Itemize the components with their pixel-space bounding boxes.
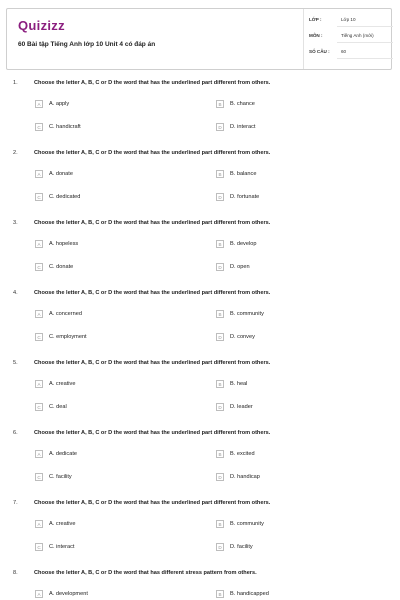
option-text: C. deal xyxy=(49,404,67,410)
option-letter-box[interactable]: C xyxy=(35,193,43,201)
question-number: 8. xyxy=(13,570,18,576)
option-letter-box[interactable]: D xyxy=(216,333,224,341)
option-letter-box[interactable]: D xyxy=(216,123,224,131)
option-letter-box[interactable]: A xyxy=(35,590,43,598)
option-text: A. donate xyxy=(49,171,73,177)
option-text: D. facility xyxy=(230,544,253,550)
option-text: C. dedicated xyxy=(49,194,81,200)
question-number: 5. xyxy=(13,360,18,366)
option-text: B. community xyxy=(230,311,264,317)
header-divider xyxy=(303,9,304,69)
option-text: D. convey xyxy=(230,334,255,340)
question-number: 6. xyxy=(13,430,18,436)
option-text: B. chance xyxy=(230,101,255,107)
question-text: Choose the letter A, B, C or D the word that has the underlined part different from others. xyxy=(34,220,271,226)
meta-underline xyxy=(337,26,393,27)
option-text: B. community xyxy=(230,521,264,527)
meta-class-value: Lớp 10 xyxy=(341,17,356,22)
option-text: D. interact xyxy=(230,124,256,130)
option-letter-box[interactable]: A xyxy=(35,520,43,528)
option-text: B. excited xyxy=(230,451,255,457)
option-letter-box[interactable]: A xyxy=(35,170,43,178)
option-text: A. creative xyxy=(49,381,76,387)
worksheet-header xyxy=(6,8,392,70)
meta-underline xyxy=(337,58,393,59)
option-letter-box[interactable]: A xyxy=(35,100,43,108)
option-letter-box[interactable]: B xyxy=(216,100,224,108)
option-letter-box[interactable]: D xyxy=(216,403,224,411)
option-text: B. heal xyxy=(230,381,248,387)
question-text: Choose the letter A, B, C or D the word that has the underlined part different from others. xyxy=(34,500,271,506)
option-text: A. creative xyxy=(49,521,76,527)
option-letter-box[interactable]: B xyxy=(216,380,224,388)
option-letter-box[interactable]: A xyxy=(35,380,43,388)
option-text: A. concerned xyxy=(49,311,82,317)
option-text: C. handicraft xyxy=(49,124,81,130)
meta-underline xyxy=(337,42,393,43)
option-text: D. leader xyxy=(230,404,253,410)
question-number: 3. xyxy=(13,220,18,226)
option-text: B. balance xyxy=(230,171,257,177)
question-number: 2. xyxy=(13,150,18,156)
meta-count-label: SỐ CÂU : xyxy=(309,49,330,54)
option-text: A. apply xyxy=(49,101,70,107)
question-text: Choose the letter A, B, C or D the word that has the underlined part different from others. xyxy=(34,150,271,156)
question-text: Choose the letter A, B, C or D the word that has different stress pattern from others. xyxy=(34,570,257,576)
option-text: D. open xyxy=(230,264,250,270)
option-letter-box[interactable]: D xyxy=(216,263,224,271)
option-letter-box[interactable]: C xyxy=(35,263,43,271)
question-text: Choose the letter A, B, C or D the word that has the underlined part different from others. xyxy=(34,80,271,86)
meta-count-value: 60 xyxy=(341,49,347,54)
option-text: A. hopeless xyxy=(49,241,79,247)
question-number: 7. xyxy=(13,500,18,506)
option-letter-box[interactable]: A xyxy=(35,240,43,248)
question-text: Choose the letter A, B, C or D the word that has the underlined part different from others. xyxy=(34,360,271,366)
option-text: C. interact xyxy=(49,544,75,550)
option-text: B. develop xyxy=(230,241,257,247)
option-letter-box[interactable]: B xyxy=(216,310,224,318)
meta-subject-label: MÔN : xyxy=(309,33,323,38)
option-text: D. fortunate xyxy=(230,194,260,200)
question-text: Choose the letter A, B, C or D the word that has the underlined part different from others. xyxy=(34,290,271,296)
option-letter-box[interactable]: B xyxy=(216,590,224,598)
quizizz-logo[interactable]: Quizizz xyxy=(18,18,65,33)
meta-subject-value: Tiếng Anh (mới) xyxy=(341,33,374,38)
option-letter-box[interactable]: C xyxy=(35,543,43,551)
option-letter-box[interactable]: C xyxy=(35,123,43,131)
option-letter-box[interactable]: C xyxy=(35,473,43,481)
meta-count xyxy=(309,49,346,54)
option-letter-box[interactable]: B xyxy=(216,450,224,458)
option-letter-box[interactable]: C xyxy=(35,333,43,341)
option-text: B. handicapped xyxy=(230,591,269,597)
option-text: C. facility xyxy=(49,474,72,480)
option-letter-box[interactable]: D xyxy=(216,473,224,481)
meta-subject xyxy=(309,33,374,38)
option-letter-box[interactable]: B xyxy=(216,240,224,248)
option-letter-box[interactable]: A xyxy=(35,310,43,318)
option-letter-box[interactable]: B xyxy=(216,170,224,178)
option-letter-box[interactable]: D xyxy=(216,193,224,201)
option-letter-box[interactable]: A xyxy=(35,450,43,458)
option-text: D. handicap xyxy=(230,474,260,480)
option-text: C. donate xyxy=(49,264,74,270)
option-letter-box[interactable]: B xyxy=(216,520,224,528)
page-title: 60 Bài tập Tiếng Anh lớp 10 Unit 4 có đáp án xyxy=(18,41,156,48)
option-text: A. dedicate xyxy=(49,451,77,457)
option-letter-box[interactable]: C xyxy=(35,403,43,411)
question-number: 1. xyxy=(13,80,18,86)
meta-class-label: LỚP : xyxy=(309,17,322,22)
question-text: Choose the letter A, B, C or D the word that has the underlined part different from others. xyxy=(34,430,271,436)
meta-class xyxy=(309,17,356,22)
option-text: A. development xyxy=(49,591,88,597)
option-text: C. employment xyxy=(49,334,87,340)
question-number: 4. xyxy=(13,290,18,296)
option-letter-box[interactable]: D xyxy=(216,543,224,551)
